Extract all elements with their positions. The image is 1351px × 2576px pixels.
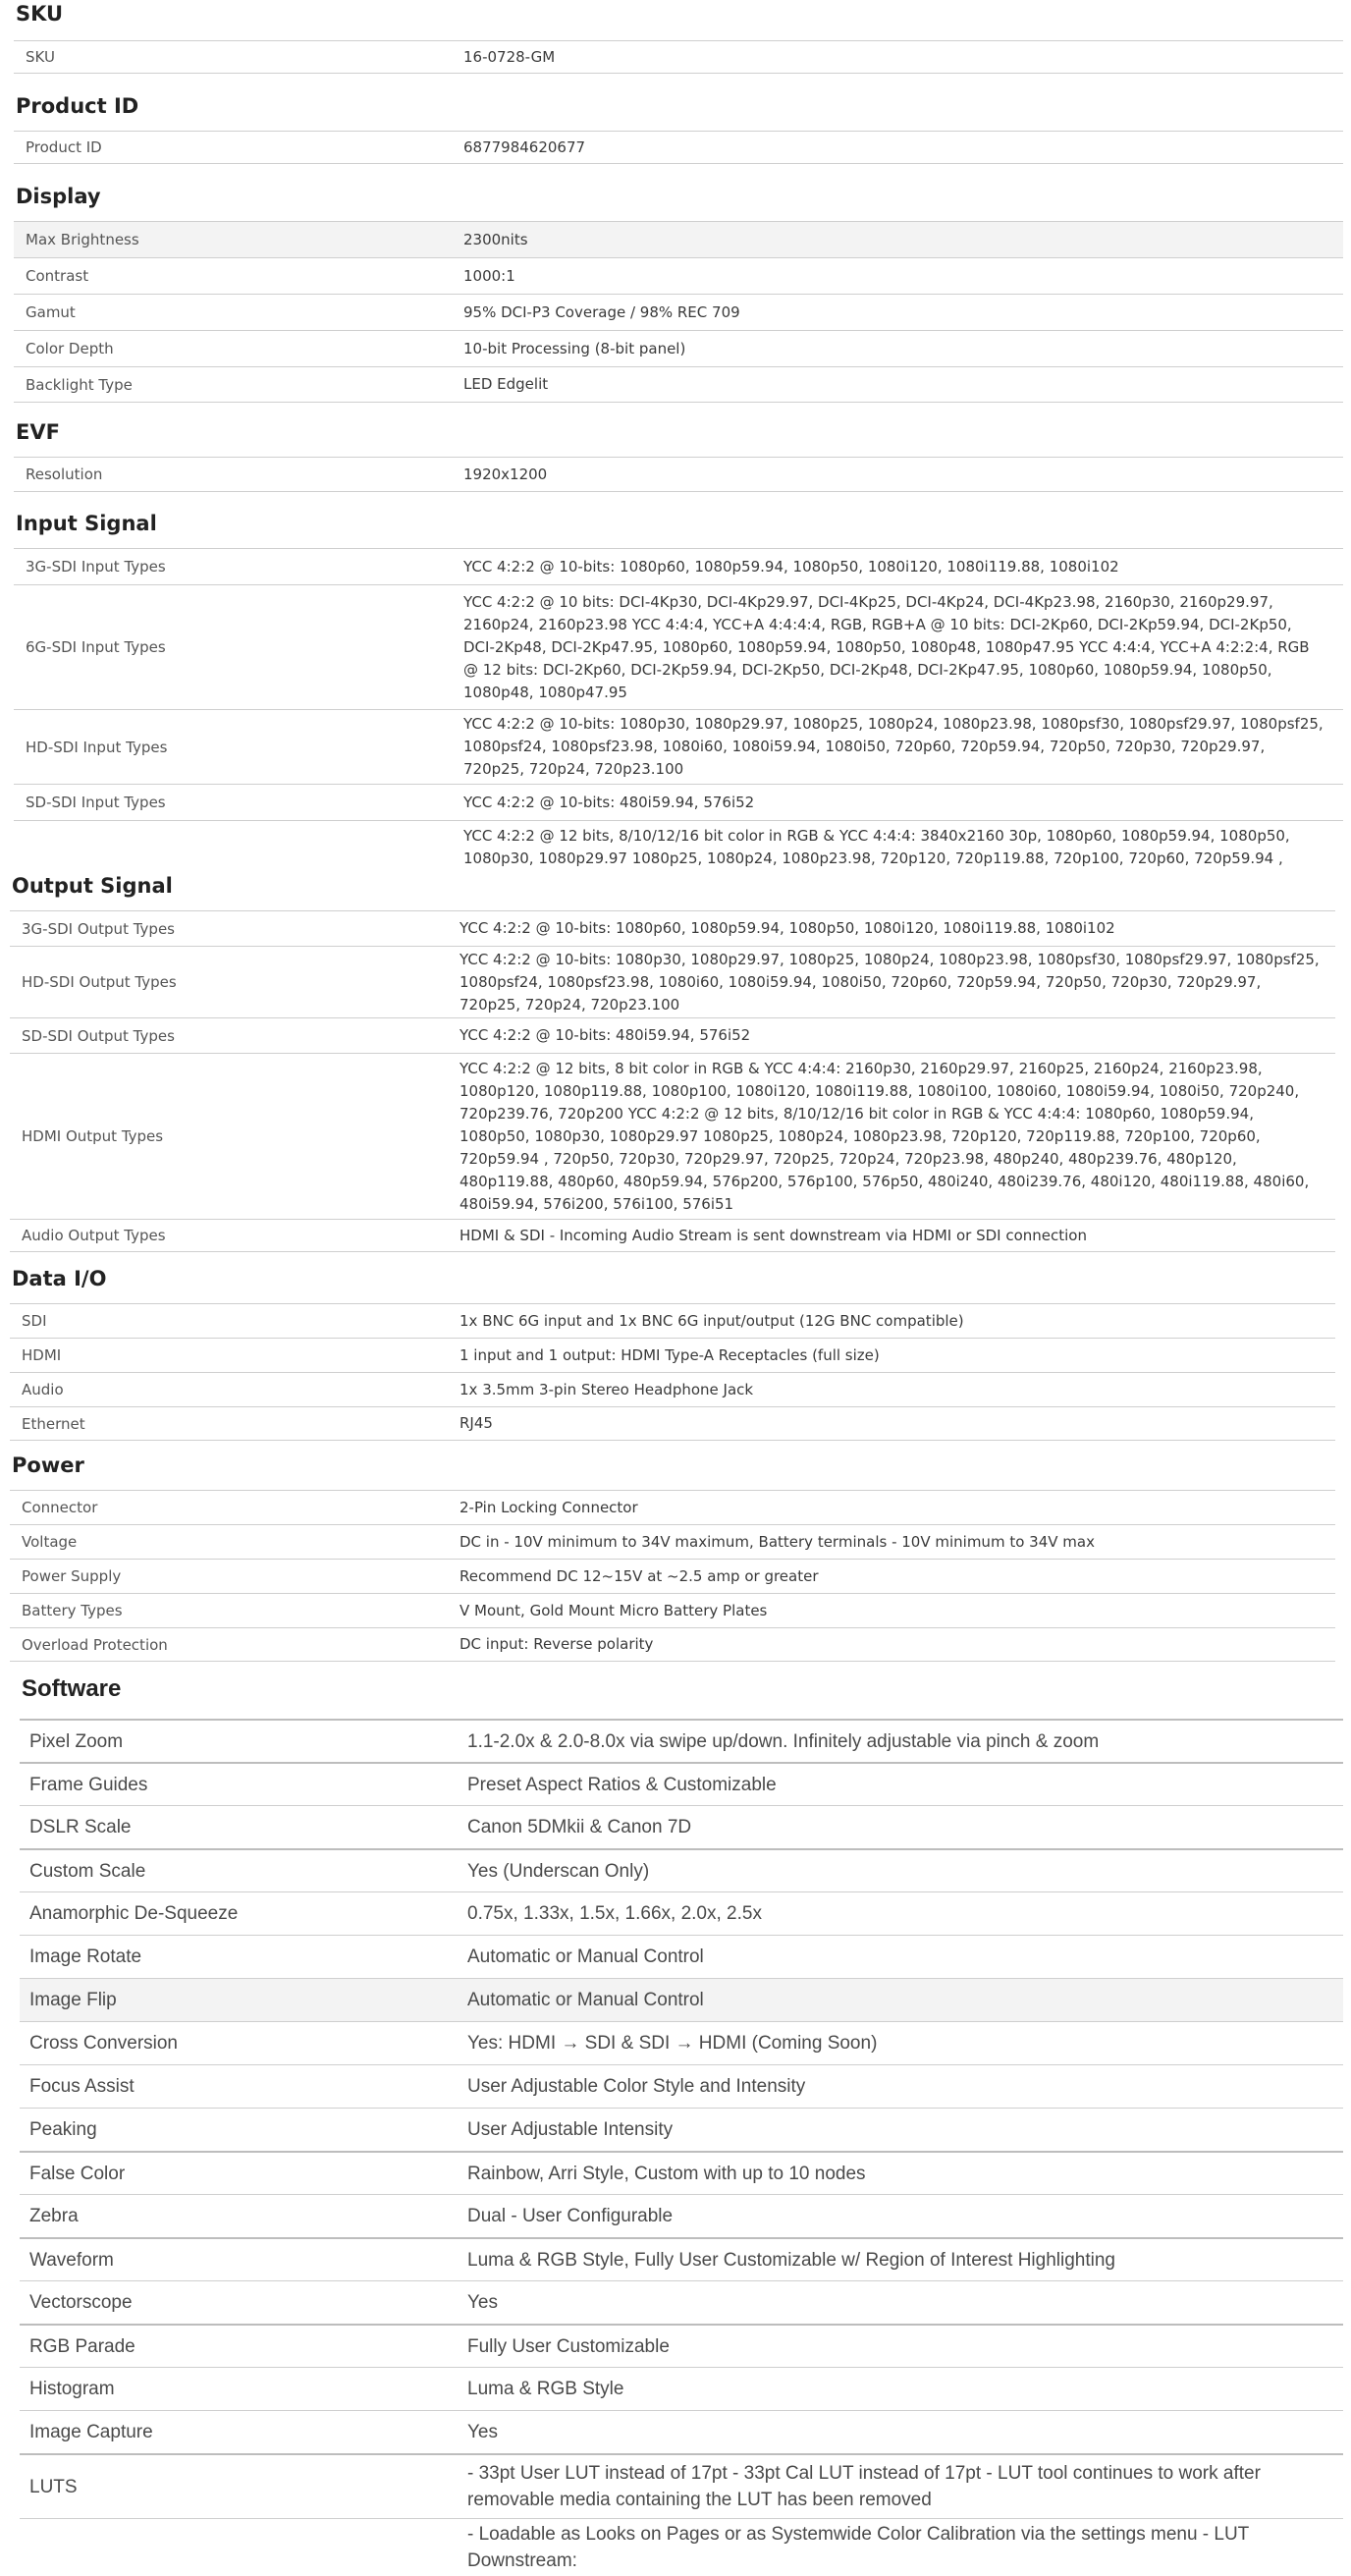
section-data-io <box>10 1265 1335 1442</box>
spec-row <box>10 910 1335 946</box>
section-title: Output Signal <box>12 874 173 898</box>
section-output-signal <box>10 870 1335 1253</box>
spec-value-text: V Mount, Gold Mount Micro Battery Plates <box>459 1601 768 1619</box>
spec-value-text: DC in - 10V minimum to 34V maximum, Battery terminals - 10V minimum to 34V max <box>459 1532 1095 1551</box>
section-title: Software <box>22 1675 122 1702</box>
spec-value <box>459 1339 1324 1372</box>
spec-label: LUTS <box>29 2476 78 2497</box>
spec-row <box>20 2410 1343 2453</box>
spec-label: SD-SDI Output Types <box>22 1026 175 1045</box>
spec-value-text: YCC 4:2:2 @ 10-bits: 480i59.94, 576i52 <box>463 793 755 811</box>
section-display <box>14 181 1343 397</box>
spec-label: Focus Assist <box>29 2076 135 2097</box>
spec-value-text: Automatic or Manual Control <box>467 1990 704 2010</box>
spec-label: Cross Conversion <box>29 2033 178 2054</box>
spec-row <box>10 1406 1335 1441</box>
spec-value <box>463 132 1327 163</box>
section-input-signal <box>14 508 1343 874</box>
spec-row <box>10 946 1335 1017</box>
spec-row <box>20 2324 1343 2367</box>
spec-value-text: 1 input and 1 output: HDMI Type-A Receptacles (full size) <box>459 1345 880 1364</box>
spec-label: Connector <box>22 1499 98 1516</box>
spec-value-text: Rainbow, Arri Style, Custom with up to 10 nodes <box>467 2163 866 2184</box>
spec-row <box>14 330 1343 366</box>
spec-row <box>10 1559 1335 1593</box>
spec-value-text: YCC 4:2:2 @ 10 bits: DCI-4Kp30, DCI-4Kp29.97, DCI-4Kp25, DCI-4Kp24, DCI-4Kp23.98, 2160p30, 2160p29.97, 2160p24, 2160p23.98 YCC 4:4:4, YCC+A 4:4:4:4, RGB, RGB+A @ 10 bits: DCI-2Kp60, DCI-2Kp59.94, DCI-2Kp50, DCI-2Kp48, DCI-2Kp47.95, 1080p60, 1080p59.94, 1080p50, 1080p48, 1080p47.95 YCC 4:4:4, YCC+A 4:2:2:4, RGB @ 12 bits: DCI-2Kp60, DCI-2Kp59.94, DCI-2Kp50, DCI-2Kp48, DCI-2Kp47.95, 1080p60, 1080p59.94, 1080p50, 1080p48, 1080p47.95 <box>463 592 1310 701</box>
section-product-id <box>14 90 1343 169</box>
spec-value <box>467 2195 1331 2237</box>
spec-value-text: Fully User Customizable <box>467 2335 670 2357</box>
spec-label: Pixel Zoom <box>29 1730 124 1752</box>
spec-row <box>10 1372 1335 1406</box>
spec-value-text: 1000:1 <box>463 266 515 285</box>
spec-label: DSLR Scale <box>29 1817 132 1837</box>
spec-value <box>463 331 1327 366</box>
spec-value <box>463 821 1327 873</box>
spec-value-text: YCC 4:2:2 @ 10-bits: 1080p30, 1080p29.97, 1080p25, 1080p24, 1080p23.98, 1080psf30, 1080psf29.97, 1080psf25, 1080psf24, 1080psf23.98, 1080i60, 1080i59.94, 1080i50, 720p60, 720p59.94, 720p50, 720p30, 720p29.97, 720p25, 720p24, 720p23.100 <box>459 950 1320 1014</box>
spec-row <box>10 1524 1335 1559</box>
spec-value <box>463 710 1327 784</box>
spec-value <box>467 1764 1331 1805</box>
spec-value <box>463 458 1327 491</box>
spec-label: Color Depth <box>26 340 114 357</box>
spec-value <box>459 947 1324 1017</box>
section-sku <box>14 0 1343 71</box>
spec-label: Image Rotate <box>29 1946 142 1967</box>
spec-value <box>467 1806 1331 1848</box>
spec-label: SD-SDI Input Types <box>26 794 166 811</box>
spec-value-text: Yes <box>467 2422 498 2442</box>
spec-label: Contrast <box>26 267 89 285</box>
spec-label: HDMI <box>22 1346 62 1364</box>
spec-value <box>463 258 1327 294</box>
spec-label: SKU <box>26 48 55 66</box>
spec-value-text: YCC 4:2:2 @ 10-bits: 1080p30, 1080p29.97, 1080p25, 1080p24, 1080p23.98, 1080psf30, 1080psf29.97, 1080psf25, 1080psf24, 1080psf23.98, 1080i60, 1080i59.94, 1080i50, 720p60, 720p59.94, 720p50, 720p30, 720p29.97, 720p25, 720p24, 720p23.100 <box>463 715 1324 778</box>
spec-value <box>459 1594 1324 1627</box>
spec-value-text: 1x 3.5mm 3-pin Stereo Headphone Jack <box>459 1380 754 1398</box>
spec-row <box>10 1627 1335 1662</box>
spec-row <box>20 2367 1343 2410</box>
section-title: Input Signal <box>16 512 157 535</box>
spec-row <box>20 1978 1343 2021</box>
spec-row <box>10 1490 1335 1524</box>
spec-label: Custom Scale <box>29 1860 146 1882</box>
spec-label: Audio <box>22 1381 64 1398</box>
spec-value <box>463 785 1327 820</box>
spec-row <box>20 2194 1343 2237</box>
spec-value-text: Automatic or Manual Control <box>467 1946 704 1967</box>
spec-row <box>14 784 1343 820</box>
spec-row <box>10 1338 1335 1372</box>
spec-value-text: Preset Aspect Ratios & Customizable <box>467 1774 777 1795</box>
spec-label: 3G-SDI Input Types <box>26 558 166 575</box>
spec-value <box>467 1892 1331 1935</box>
spec-row <box>10 1219 1335 1252</box>
section-title: EVF <box>16 420 60 444</box>
spec-value <box>459 1525 1324 1559</box>
spec-row <box>20 1891 1343 1935</box>
spec-row <box>14 709 1343 784</box>
spec-value-text: HDMI & SDI - Incoming Audio Stream is sent downstream via HDMI or SDI connection <box>459 1226 1087 1244</box>
spec-row <box>20 2280 1343 2324</box>
section-title: Product ID <box>16 94 139 118</box>
spec-value <box>459 1628 1324 1661</box>
spec-label: Anamorphic De-Squeeze <box>29 1903 239 1924</box>
spec-value-text: Recommend DC 12~15V at ~2.5 amp or greater <box>459 1566 819 1585</box>
spec-row <box>20 2151 1343 2194</box>
section-software <box>20 1672 1343 2576</box>
spec-row <box>14 584 1343 709</box>
spec-value <box>467 1936 1331 1978</box>
spec-row <box>20 2237 1343 2280</box>
spec-row <box>14 548 1343 584</box>
spec-value <box>467 2326 1331 2367</box>
spec-row <box>20 2108 1343 2151</box>
spec-value-text: 0.75x, 1.33x, 1.5x, 1.66x, 2.0x, 2.5x <box>467 1903 762 1924</box>
section-title: Data I/O <box>12 1267 107 1290</box>
spec-label: Image Flip <box>29 1990 117 2010</box>
spec-value-text: - Loadable as Looks on Pages or as Systemwide Color Calibration via the settings menu - LUT Downstream: <box>467 2524 1249 2571</box>
spec-value-text: User Adjustable Intensity <box>467 2119 674 2140</box>
spec-label: Ethernet <box>22 1414 85 1433</box>
spec-label: Max Brightness <box>26 231 139 248</box>
spec-value <box>467 1979 1331 2021</box>
spec-row <box>20 1805 1343 1848</box>
spec-row <box>14 221 1343 257</box>
spec-value-text: 1x BNC 6G input and 1x BNC 6G input/output (12G BNC compatible) <box>459 1311 964 1330</box>
spec-value <box>463 549 1327 584</box>
spec-value-text: YCC 4:2:2 @ 10-bits: 1080p60, 1080p59.94, 1080p50, 1080i120, 1080i119.88, 1080i102 <box>463 557 1119 575</box>
spec-label: SDI <box>22 1312 47 1330</box>
spec-label: Battery Types <box>22 1602 123 1619</box>
spec-value <box>467 2239 1331 2280</box>
spec-label: RGB Parade <box>29 2335 135 2357</box>
spec-value-text: 95% DCI-P3 Coverage / 98% REC 709 <box>463 302 740 321</box>
spec-value-text: 2300nits <box>463 230 528 248</box>
spec-value-text: 2-Pin Locking Connector <box>459 1498 638 1516</box>
spec-value <box>467 2022 1331 2064</box>
section-title: Power <box>12 1453 84 1477</box>
spec-value-text: Yes <box>467 2292 498 2313</box>
spec-row <box>14 457 1343 492</box>
spec-value-text: User Adjustable Color Style and Intensity <box>467 2076 806 2097</box>
spec-value <box>467 2455 1331 2518</box>
spec-label: Waveform <box>29 2249 114 2271</box>
spec-value-text: 1920x1200 <box>463 465 548 483</box>
spec-value <box>467 1721 1331 1762</box>
spec-value <box>459 911 1324 946</box>
spec-label: 3G-SDI Output Types <box>22 919 175 938</box>
spec-row <box>14 820 1343 873</box>
spec-value-text: YCC 4:2:2 @ 12 bits, 8/10/12/16 bit color in RGB & YCC 4:4:4: 3840x2160 30p, 1080p60, 1080p59.94, 1080p50, 1080p30, 1080p29.97 1080p25, 1080p24, 1080p23.98, 720p120, 720p119.88, 720p100, 720p60, 720p59.94 , <box>463 826 1290 867</box>
spec-value-text: YCC 4:2:2 @ 10-bits: 480i59.94, 576i52 <box>459 1026 751 1044</box>
spec-value-text: Dual - User Configurable <box>467 2206 674 2226</box>
spec-value-text: Yes: HDMI → SDI & SDI → HDMI (Coming Soon) <box>467 2033 878 2054</box>
spec-value <box>467 2153 1331 2194</box>
spec-label: HD-SDI Output Types <box>22 973 177 991</box>
spec-row <box>20 1848 1343 1891</box>
spec-row <box>20 2453 1343 2518</box>
spec-value-text: 6877984620677 <box>463 137 586 156</box>
spec-value <box>467 2368 1331 2410</box>
spec-label: Power Supply <box>22 1567 122 1585</box>
spec-row <box>10 1593 1335 1627</box>
spec-label: False Color <box>29 2163 126 2184</box>
spec-value <box>459 1018 1324 1053</box>
spec-row <box>20 1935 1343 1978</box>
spec-label: HDMI Output Types <box>22 1127 164 1145</box>
spec-label: Backlight Type <box>26 375 133 394</box>
spec-value <box>463 585 1327 709</box>
spec-value <box>467 2065 1331 2108</box>
spec-value <box>459 1560 1324 1593</box>
spec-row <box>14 131 1343 164</box>
spec-row <box>14 40 1343 74</box>
spec-label: Product ID <box>26 138 102 156</box>
spec-value-text: 10-bit Processing (8-bit panel) <box>463 339 686 357</box>
spec-value <box>463 295 1327 330</box>
spec-value-text: RJ45 <box>459 1414 493 1432</box>
spec-row <box>10 1303 1335 1338</box>
spec-value <box>467 1850 1331 1891</box>
section-title: SKU <box>16 2 64 26</box>
spec-value-text: LED Edgelit <box>463 375 549 393</box>
spec-label: Audio Output Types <box>22 1227 166 1244</box>
spec-label: Histogram <box>29 2379 115 2399</box>
spec-row <box>10 1053 1335 1219</box>
spec-label: Resolution <box>26 466 103 483</box>
spec-row <box>14 257 1343 294</box>
spec-value-text: 1.1-2.0x & 2.0-8.0x via swipe up/down. Infinitely adjustable via pinch & zoom <box>467 1730 1100 1752</box>
spec-value-text: Luma & RGB Style <box>467 2379 624 2399</box>
spec-label: Overload Protection <box>22 1635 168 1654</box>
spec-label: HD-SDI Input Types <box>26 738 168 756</box>
spec-value-text: YCC 4:2:2 @ 12 bits, 8 bit color in RGB & YCC 4:4:4: 2160p30, 2160p29.97, 2160p25, 2160p24, 2160p23.98, 1080p120, 1080p119.88, 1080p100, 1080i120, 1080i119.88, 1080i100, 1080i60, 1080i59.94, 1080i50, 720p240, 720p239.76, 720p200 YCC 4:2:2 @ 12 bits, 8/10/12/16 bit color in RGB & YCC 4:4:4: 1080p60, 1080p59.94, 1080p50, 1080p30, 1080p29.97 1080p25, 1080p24, 1080p23.98, 720p120, 720p119.88, 720p100, 720p60, 720p59.94 , 720p50, 720p30, 720p29.97, 720p25, 720p24, 720p23.98, 480p240, 480p239.76, 480p120, 480p119.88, 480p60, 480p59.94, 576p200, 576p100, 576p50, 480i240, 480i239.76, 480i120, 480i119.88, 480i60, 480i59.94, 576i200, 576i100, 576i51 <box>459 1059 1310 1213</box>
section-evf <box>14 416 1343 495</box>
spec-value <box>459 1220 1324 1251</box>
spec-label: Gamut <box>26 303 76 321</box>
spec-value <box>459 1373 1324 1406</box>
spec-row <box>10 1017 1335 1053</box>
spec-label: Voltage <box>22 1533 78 1551</box>
spec-label: 6G-SDI Input Types <box>26 638 166 656</box>
spec-label: Image Capture <box>29 2422 153 2442</box>
spec-label: Peaking <box>29 2119 97 2140</box>
section-power <box>10 1452 1335 1663</box>
spec-value <box>467 2109 1331 2151</box>
section-title: Display <box>16 185 101 208</box>
spec-row <box>14 366 1343 403</box>
spec-row <box>20 2064 1343 2108</box>
spec-label: Vectorscope <box>29 2292 133 2313</box>
spec-value <box>459 1304 1324 1338</box>
spec-value-text: DC input: Reverse polarity <box>459 1635 654 1653</box>
spec-value <box>459 1054 1324 1219</box>
spec-value-text: 16-0728-GM <box>463 47 556 66</box>
spec-row <box>20 2021 1343 2064</box>
spec-value-text: - 33pt User LUT instead of 17pt - 33pt Cal LUT instead of 17pt - LUT tool continues to work after removable media containing the LUT has been removed <box>467 2463 1261 2510</box>
spec-label: Frame Guides <box>29 1774 148 1795</box>
spec-value <box>463 41 1327 73</box>
spec-value-text: YCC 4:2:2 @ 10-bits: 1080p60, 1080p59.94, 1080p50, 1080i120, 1080i119.88, 1080i102 <box>459 919 1115 937</box>
spec-row <box>14 294 1343 330</box>
spec-value <box>459 1407 1324 1440</box>
spec-row <box>20 1719 1343 1762</box>
spec-value <box>467 2281 1331 2324</box>
spec-value-text: Luma & RGB Style, Fully User Customizable w/ Region of Interest Highlighting <box>467 2249 1115 2271</box>
spec-value <box>467 2519 1331 2571</box>
spec-value-text: Canon 5DMkii & Canon 7D <box>467 1817 692 1837</box>
spec-label: Zebra <box>29 2206 79 2226</box>
spec-value <box>463 367 1327 402</box>
spec-row <box>20 1762 1343 1805</box>
spec-row <box>20 2518 1343 2571</box>
spec-value-text: Yes (Underscan Only) <box>467 1860 650 1882</box>
spec-value <box>463 222 1327 257</box>
spec-value <box>467 2411 1331 2453</box>
spec-value <box>459 1491 1324 1524</box>
